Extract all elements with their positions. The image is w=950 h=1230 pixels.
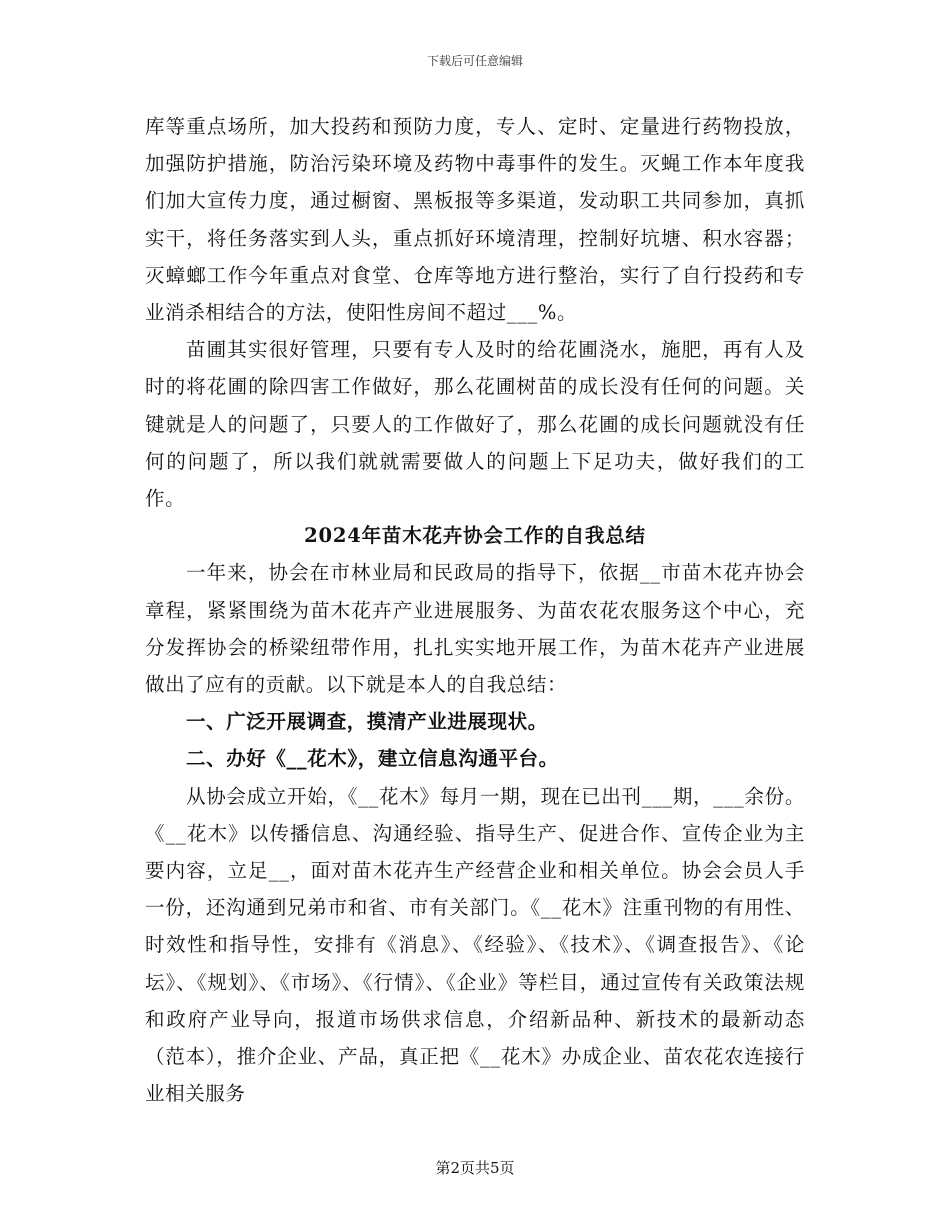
page-number: 第2页共5页 [435,1159,515,1177]
paragraph-nursery-management: 苗圃其实很好管理，只要有专人及时的给花圃浇水，施肥，再有人及时的将花圃的除四害工作做好，那么花圃树苗的成长没有任何的问题。关键就是人的问题了，只要人的工作做好了，那么花圃的成长问题就没有任何的问题了，所以我们就就需要做人的问题上下足功夫，做好我们的工作。 [145,338,805,511]
document-body [145,108,805,1112]
paragraph-pest-control: 库等重点场所，加大投药和预防力度，专人、定时、定量进行药物投放，加强防护措施，防治污染环境及药物中毒事件的发生。灭蝇工作本年度我们加大宣传力度，通过橱窗、黑板报等多渠道，发动职工共同参加，真抓实干，将任务落实到人头，重点抓好环境清理，控制好坑塘、积水容器；灭蟑螂工作今年重点对食堂、仓库等地方进行整治，实行了自行投药和专业消杀相结合的方法，使阳性房间不超过___%。 [145,115,805,325]
page-header-note: 下载后可任意编辑 [426,54,523,68]
paragraph-intro: 一年来，协会在市林业局和民政局的指导下，依据__市苗木花卉协会章程，紧紧围绕为苗木花卉产业进展服务、为苗农花农服务这个中心，充分发挥协会的桥梁纽带作用，扎扎实实地开展工作，为苗木花卉产业进展做出了应有的贡献。以下就是本人的自我总结： [145,561,805,697]
section-heading-2: 二、办好《__花木》，建立信息沟通平台。 [186,747,559,771]
document-title: 2024年苗木花卉协会工作的自我总结 [304,524,646,548]
section-heading-1: 一、广泛开展调查，摸清产业进展现状。 [186,710,548,734]
paragraph-publication: 从协会成立开始，《__花木》每月一期，现在已出刊___期，___余份。《__花木》以传播信息、沟通经验、指导生产、促进合作、宣传企业为主要内容，立足__，面对苗木花卉生产经营企业和相关单位。协会会员人手一份，还沟通到兄弟市和省、市有关部门。《__花木》注重刊物的有用性、时效性和指导性，安排有《消息》、《经验》、《技术》、《调查报告》、《论坛》、《规划》、《市场》、《行情》、《企业》等栏目，通过宣传有关政策法规和政府产业导向，报道市场供求信息，介绍新品种、新技术的最新动态（范本），推介企业、产品，真正把《__花木》办成企业、苗农花农连接行业相关服务 [145,784,805,1106]
